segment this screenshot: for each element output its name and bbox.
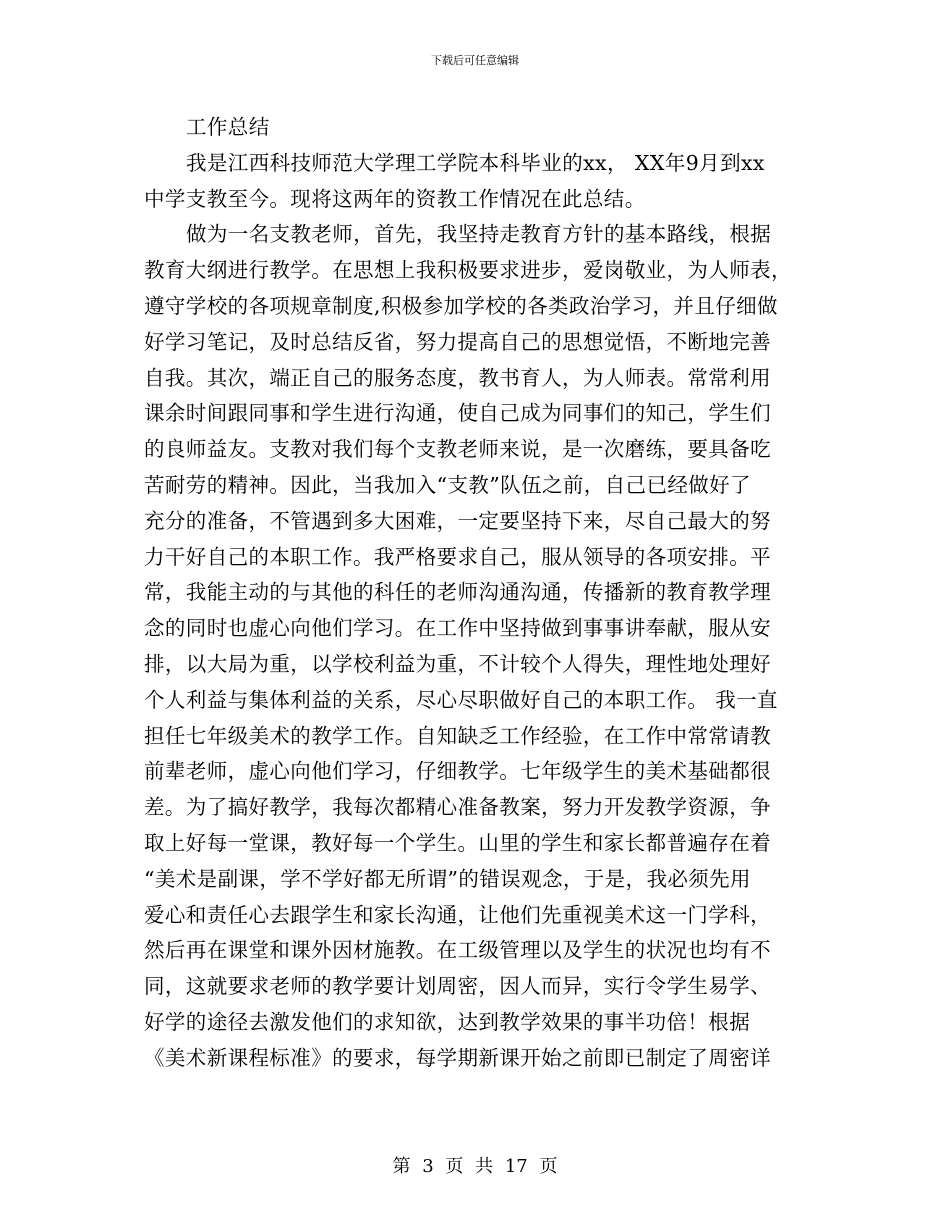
text-line: 同，这就要求老师的教学要计划周密，因人而异，实行令学生易学、 — [144, 974, 771, 999]
text-line: 遵守学校的各项规章制度,积极参加学校的各类政治学习，并且仔细做 — [144, 293, 778, 318]
text-line: 常，我能主动的与其他的科任的老师沟通沟通，传播新的教育教学理 — [144, 580, 771, 605]
text-line: 然后再在课堂和课外因材施教。在工级管理以及学生的状况也均有不 — [144, 938, 771, 963]
text-line: 《美术新课程标准》的要求，每学期新课开始之前即已制定了周密详 — [144, 1045, 771, 1070]
text-line: 中学支教至今。现将这两年的资教工作情况在此总结。 — [144, 186, 646, 211]
text-line: 的良师益友。支教对我们每个支教老师来说，是一次磨练，要具备吃 — [144, 437, 771, 462]
text-line: 好学的途径去激发他们的求知欲，达到教学效果的事半功倍！根据 — [144, 1009, 751, 1034]
text-line: “美术是副课，学不学好都无所谓”的错误观念，于是，我必须先用 — [144, 866, 751, 891]
text-line: 取上好每一堂课，教好每一个学生。山里的学生和家长都普遍存在着 — [144, 830, 771, 855]
text-line: 个人利益与集体利益的关系，尽心尽职做好自己的本职工作。 我一直 — [144, 687, 778, 712]
text-line: 教育大纲进行教学。在思想上我积极要求进步，爱岗敬业，为人师表， — [144, 258, 792, 283]
text-line: 课余时间跟同事和学生进行沟通，使自己成为同事们的知己，学生们 — [144, 401, 771, 426]
page-number: 第 3 页 共 17 页 — [392, 1156, 558, 1177]
text-line: 差。为了搞好教学，我每次都精心准备教案，努力开发教学资源，争 — [144, 795, 771, 820]
document-body — [144, 110, 804, 1077]
text-line: 排，以大局为重，以学校利益为重，不计较个人得失，理性地处理好 — [144, 651, 771, 676]
text-line: 念的同时也虚心向他们学习。在工作中坚持做到事事讲奉献，服从安 — [144, 616, 771, 641]
text-line: 自我。其次，端正自己的服务态度，教书育人，为人师表。常常利用 — [144, 365, 771, 390]
page-header: 下载后可任意编辑 — [431, 54, 519, 67]
text-line: 爱心和责任心去跟学生和家长沟通，让他们先重视美术这一门学科， — [144, 902, 771, 927]
text-line: 前辈老师，虚心向他们学习，仔细教学。七年级学生的美术基础都很 — [144, 759, 771, 784]
text-line: 做为一名支教老师，首先，我坚持走教育方针的基本路线，根据 — [186, 222, 772, 247]
text-line: 好学习笔记，及时总结反省，努力提高自己的思想觉悟，不断地完善 — [144, 329, 771, 354]
text-line: 力干好自己的本职工作。我严格要求自己，服从领导的各项安排。平 — [144, 544, 771, 569]
document-title: 工作总结 — [186, 115, 270, 139]
text-line: 苦耐劳的精神。因此，当我加入“支教”队伍之前，自己已经做好了 — [144, 472, 751, 497]
text-line: 充分的准备，不管遇到多大困难，一定要坚持下来，尽自己最大的努 — [144, 508, 771, 533]
text-line: 我是江西科技师范大学理工学院本科毕业的xx， XX年9月到xx — [186, 150, 765, 175]
text-line: 担任七年级美术的教学工作。自知缺乏工作经验，在工作中常常请教 — [144, 723, 771, 748]
